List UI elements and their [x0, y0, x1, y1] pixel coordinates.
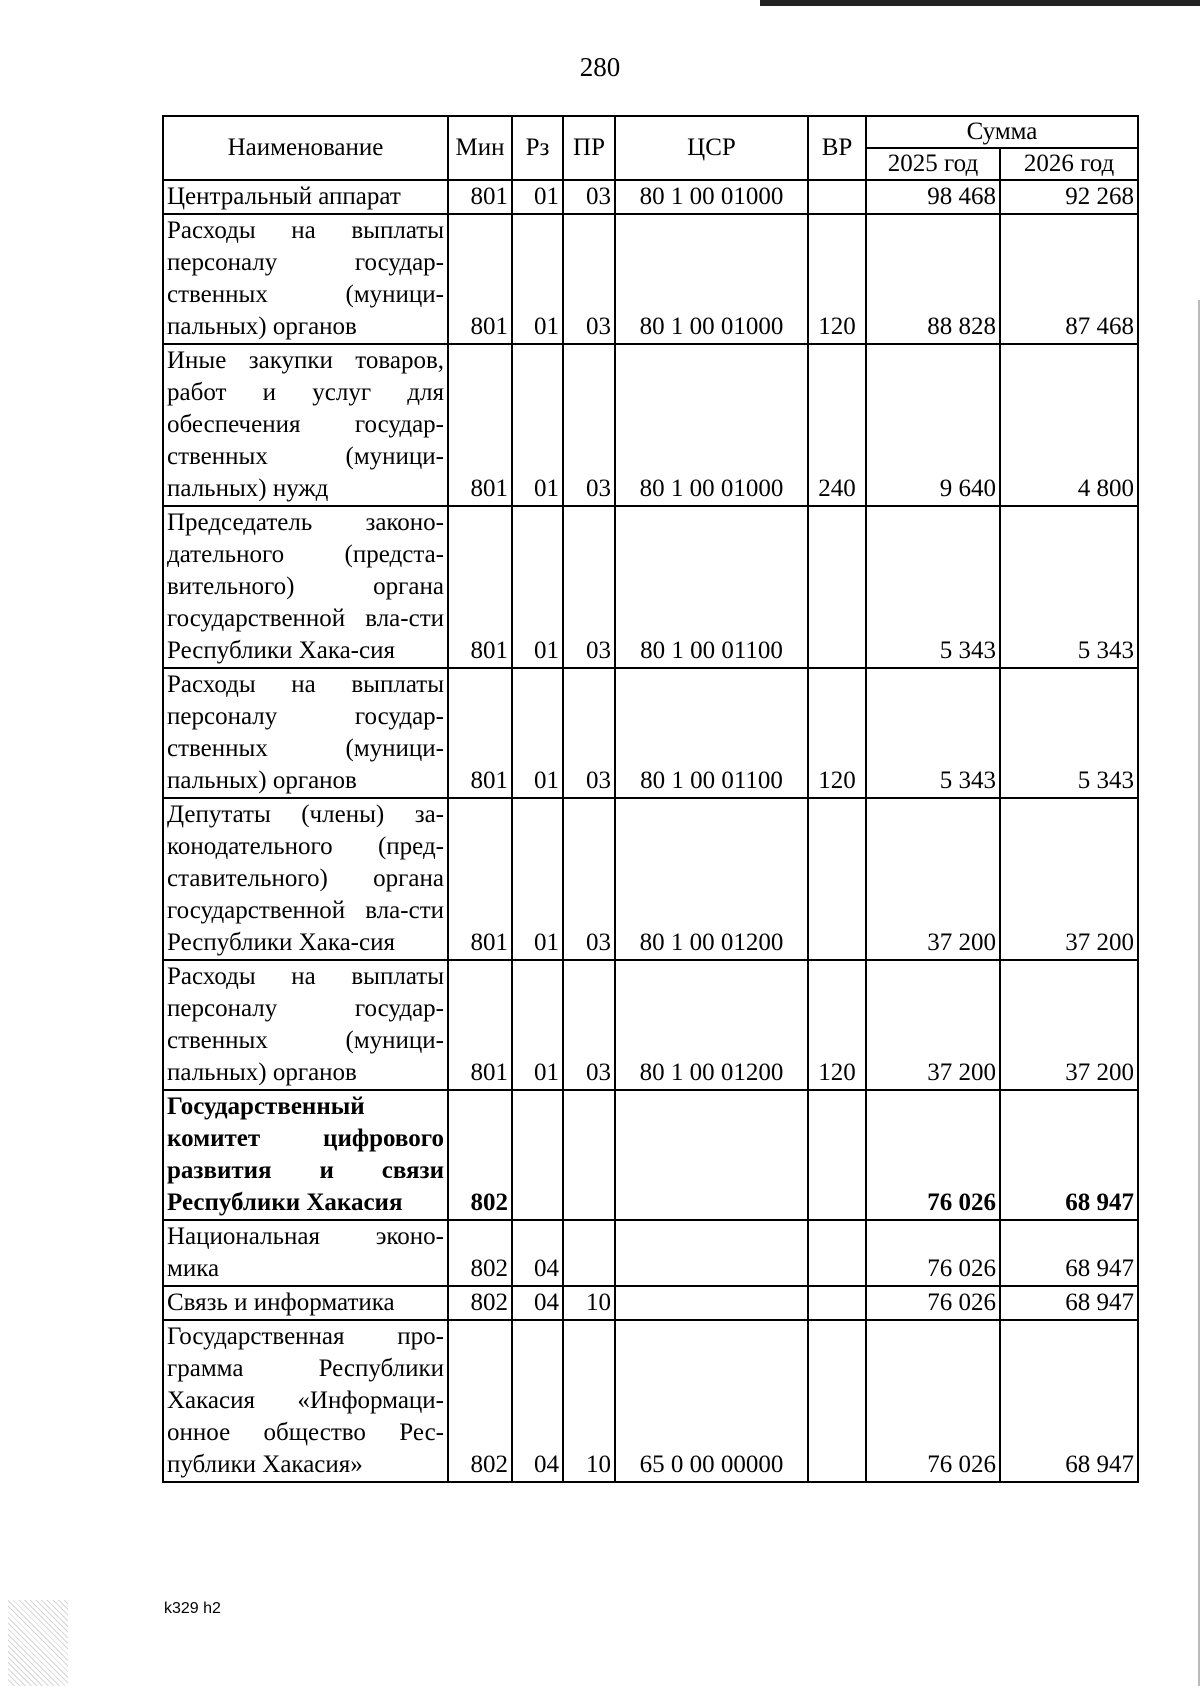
cell-vr: [808, 506, 866, 668]
cell-min: 802: [448, 1090, 512, 1220]
table-row: [163, 1320, 1138, 1482]
cell-csr: 65 0 00 00000: [615, 1320, 808, 1482]
cell-y2026: 37 200: [1000, 960, 1138, 1090]
header-sum: Сумма: [866, 116, 1138, 148]
cell-name: Расходы на выплаты персоналу государ-ственных (муници-пальных) органов: [163, 214, 448, 344]
cell-y2025: 37 200: [866, 798, 1000, 960]
cell-y2026: 68 947: [1000, 1286, 1138, 1320]
cell-rz: 04: [512, 1220, 563, 1286]
table-row: [163, 506, 1138, 668]
cell-csr: [615, 1090, 808, 1220]
cell-vr: 120: [808, 214, 866, 344]
cell-min: 801: [448, 506, 512, 668]
cell-pr: [563, 1090, 615, 1220]
cell-rz: 01: [512, 506, 563, 668]
cell-pr: 10: [563, 1320, 615, 1482]
cell-y2025: 76 026: [866, 1220, 1000, 1286]
scan-top-edge: [760, 0, 1200, 6]
table-row: [163, 180, 1138, 214]
cell-y2026: 5 343: [1000, 668, 1138, 798]
cell-pr: 03: [563, 798, 615, 960]
cell-y2025: 37 200: [866, 960, 1000, 1090]
cell-csr: 80 1 00 01200: [615, 798, 808, 960]
cell-name: Депутаты (члены) за-конодательного (пред-ставительного) органа государственной вла-сти Республики Хака-сия: [163, 798, 448, 960]
cell-y2025: 5 343: [866, 506, 1000, 668]
footer-code: k329 h2: [164, 1600, 221, 1617]
cell-rz: 01: [512, 344, 563, 506]
cell-rz: 04: [512, 1320, 563, 1482]
cell-pr: 10: [563, 1286, 615, 1320]
cell-min: 802: [448, 1320, 512, 1482]
cell-rz: 01: [512, 668, 563, 798]
cell-name: Центральный аппарат: [163, 180, 448, 214]
cell-y2026: 37 200: [1000, 798, 1138, 960]
cell-pr: [563, 1220, 615, 1286]
cell-rz: 01: [512, 798, 563, 960]
cell-min: 802: [448, 1286, 512, 1320]
cell-y2026: 68 947: [1000, 1220, 1138, 1286]
cell-vr: [808, 1220, 866, 1286]
cell-csr: [615, 1220, 808, 1286]
cell-vr: [808, 1320, 866, 1482]
header-rz: Рз: [512, 116, 563, 180]
budget-table: [162, 115, 1139, 1483]
header-csr: ЦСР: [615, 116, 808, 180]
cell-csr: 80 1 00 01100: [615, 668, 808, 798]
table-row: [163, 344, 1138, 506]
cell-y2026: 5 343: [1000, 506, 1138, 668]
cell-csr: 80 1 00 01100: [615, 506, 808, 668]
table-row: [163, 1090, 1138, 1220]
cell-name: Связь и информатика: [163, 1286, 448, 1320]
table-row: [163, 1220, 1138, 1286]
cell-rz: [512, 1090, 563, 1220]
table-row: [163, 214, 1138, 344]
cell-csr: [615, 1286, 808, 1320]
cell-vr: [808, 1286, 866, 1320]
cell-min: 801: [448, 344, 512, 506]
table-body: [163, 180, 1138, 1482]
cell-rz: 01: [512, 960, 563, 1090]
cell-pr: 03: [563, 960, 615, 1090]
cell-min: 801: [448, 798, 512, 960]
header-2026: 2026 год: [1000, 148, 1138, 180]
cell-name: Расходы на выплаты персоналу государ-ственных (муници-пальных) органов: [163, 960, 448, 1090]
cell-y2026: 68 947: [1000, 1320, 1138, 1482]
cell-pr: 03: [563, 668, 615, 798]
cell-y2025: 88 828: [866, 214, 1000, 344]
cell-rz: 01: [512, 214, 563, 344]
table-row: [163, 960, 1138, 1090]
cell-name: Расходы на выплаты персоналу государ-ственных (муници-пальных) органов: [163, 668, 448, 798]
cell-y2025: 76 026: [866, 1090, 1000, 1220]
cell-name: Председатель законо-дательного (предста-вительного) органа государственной вла-сти Республики Хака-сия: [163, 506, 448, 668]
cell-name: Государственная про-грамма Республики Хакасия «Информаци-онное общество Рес-публики Хакасия»: [163, 1320, 448, 1482]
cell-y2025: 9 640: [866, 344, 1000, 506]
header-min: Мин: [448, 116, 512, 180]
cell-pr: 03: [563, 506, 615, 668]
cell-pr: 03: [563, 180, 615, 214]
cell-csr: 80 1 00 01000: [615, 214, 808, 344]
cell-pr: 03: [563, 344, 615, 506]
cell-name: Государственный комитет цифрового развития и связи Республики Хакасия: [163, 1090, 448, 1220]
cell-y2025: 98 468: [866, 180, 1000, 214]
cell-y2026: 68 947: [1000, 1090, 1138, 1220]
header-2025: 2025 год: [866, 148, 1000, 180]
cell-y2026: 92 268: [1000, 180, 1138, 214]
page-number: 280: [579, 52, 621, 82]
cell-name: Иные закупки товаров, работ и услуг для обеспечения государ-ственных (муници-пальных) нужд: [163, 344, 448, 506]
header-pr: ПР: [563, 116, 615, 180]
table-row: [163, 1286, 1138, 1320]
cell-vr: [808, 1090, 866, 1220]
cell-y2025: 5 343: [866, 668, 1000, 798]
cell-y2026: 4 800: [1000, 344, 1138, 506]
cell-vr: [808, 180, 866, 214]
cell-min: 801: [448, 668, 512, 798]
table-row: [163, 798, 1138, 960]
cell-y2025: 76 026: [866, 1286, 1000, 1320]
cell-name: Национальная эконо-мика: [163, 1220, 448, 1286]
cell-y2026: 87 468: [1000, 214, 1138, 344]
cell-vr: 120: [808, 668, 866, 798]
cell-csr: 80 1 00 01000: [615, 180, 808, 214]
cell-vr: [808, 798, 866, 960]
table-row: [163, 668, 1138, 798]
cell-csr: 80 1 00 01200: [615, 960, 808, 1090]
cell-min: 802: [448, 1220, 512, 1286]
cell-min: 801: [448, 214, 512, 344]
cell-min: 801: [448, 960, 512, 1090]
cell-rz: 04: [512, 1286, 563, 1320]
cell-csr: 80 1 00 01000: [615, 344, 808, 506]
cell-rz: 01: [512, 180, 563, 214]
header-name: Наименование: [163, 116, 448, 180]
cell-pr: 03: [563, 214, 615, 344]
header-vr: ВР: [808, 116, 866, 180]
cell-min: 801: [448, 180, 512, 214]
cell-vr: 120: [808, 960, 866, 1090]
scan-noise: [8, 1600, 68, 1686]
cell-y2025: 76 026: [866, 1320, 1000, 1482]
cell-vr: 240: [808, 344, 866, 506]
